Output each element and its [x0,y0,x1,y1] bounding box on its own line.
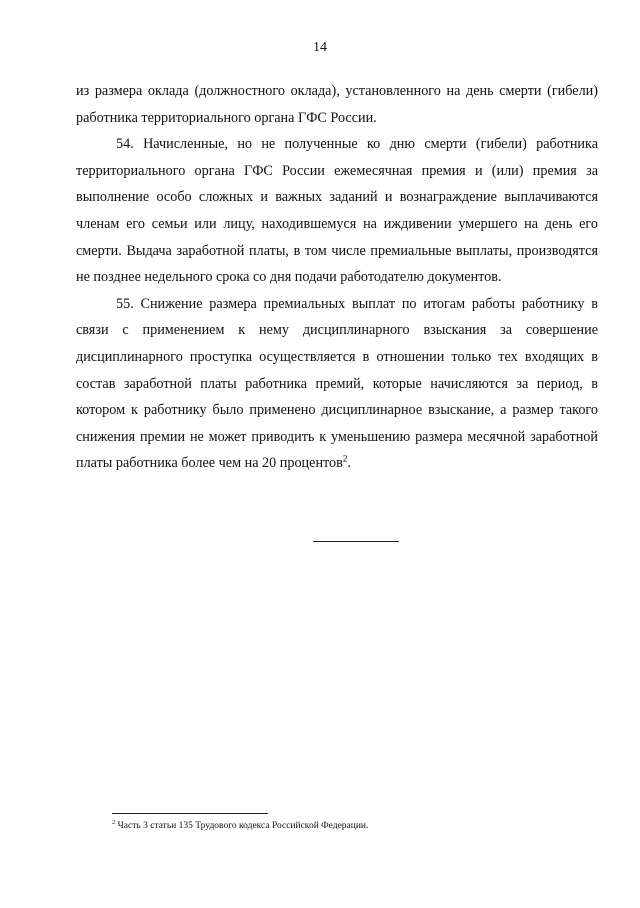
paragraph-54 [76,131,598,291]
paragraph-number: 55. [116,295,134,312]
footnote-text: Часть 3 статьи 135 Трудового кодекса Российской Федерации. [117,821,369,831]
page-number: 14 [313,40,327,55]
end-of-text-rule [313,541,399,542]
footnote [112,820,592,833]
paragraph-text: Начисленные, но не полученные ко дню смерти (гибели) работника территориального органа ГФС России ежемесячная премия и (или) премия за выполнение особо сложных и важных заданий и вознаграждение выплачиваются членам его семьи или лицу, находившемуся на иждивении умершего на день его смерти. Выдача заработной платы, в том числе премиальные выплаты, производятся не позднее недельного срока со дня подачи работодателю документов. [76,136,598,286]
paragraph-55 [76,291,598,477]
footnote-reference[interactable]: 2 [342,453,348,464]
paragraph-number: 54. [116,136,134,153]
footnote-marker: 2 [112,818,116,826]
paragraph-end-punctuation: . [347,455,351,472]
document-body [76,78,598,477]
continuation-paragraph: из размера оклада (должностного оклада), установленного на день смерти (гибели) работника территориального органа ГФС России. [76,83,598,126]
footnote-separator [112,813,268,814]
paragraph-text: Снижение размера премиальных выплат по итогам работы работнику в связи с применением к нему дисциплинарного взыскания за совершение дисциплинарного проступка осуществляется в отношении только тех входящих в состав заработной платы работника премий, которые начисляются за период, в котором к работнику было применено дисциплинарное взыскание, а размер такого снижения премии не может приводить к уменьшению размера месячной заработной платы работника более чем на 20 процентов [76,295,598,472]
